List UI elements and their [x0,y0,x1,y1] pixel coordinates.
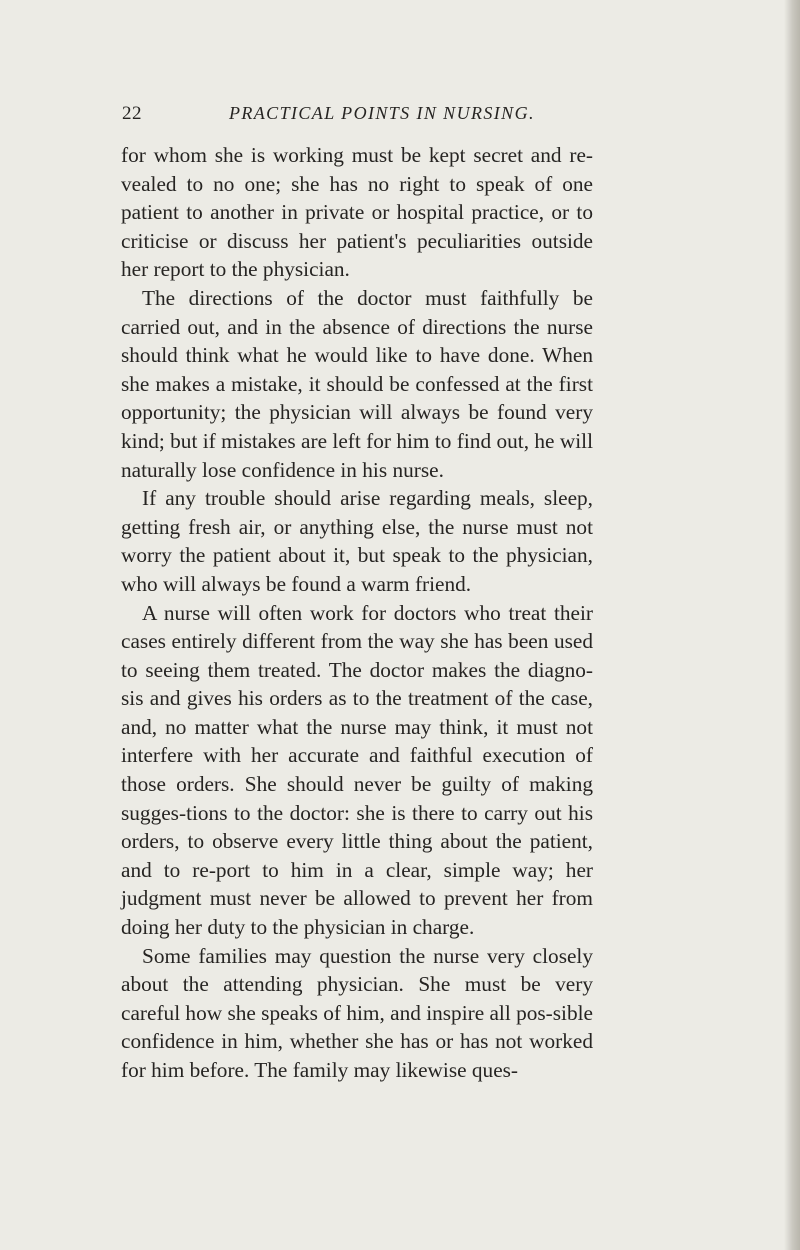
paragraph-3: If any trouble should arise regarding meals, sleep, getting fresh air, or anything else, the nurse must not worry the patient about it, but speak to the physician, who will always be found a warm friend. [121,486,593,596]
body-text [121,141,593,1085]
page-header [122,103,592,133]
running-title: PRACTICAL POINTS IN NURSING. [229,103,535,123]
paragraph-2: The directions of the doctor must faithfully be carried out, and in the absence of directions the nurse should think what he would like to have done. When she makes a mistake, it should be confessed at the first opportunity; the physician will always be found very kind; but if mistakes are left for him to find out, he will naturally lose confidence in his nurse. [121,285,593,482]
paragraph-1: for whom she is working must be kept secret and re-vealed to no one; she has no right to speak of one patient to another in private or hospital practice, or to criticise or discuss her patient's peculiarities outside her report to the physician. [121,143,593,282]
page-edge-shadow [784,0,800,1250]
paragraph-5: Some families may question the nurse very closely about the attending physician. She must be very careful how she speaks of him, and inspire all pos-sible confidence in him, whether she has or has not worked for him before. The family may likewise ques- [121,943,593,1082]
paragraph-4: A nurse will often work for doctors who treat their cases entirely different from the way she has been used to seeing them treated. The doctor makes the diagno-sis and gives his orders as to the treatment of the case, and, no matter what the nurse may think, it must not interfere with her accurate and faithful execution of those orders. She should never be guilty of making sugges-tions to the doctor: she is there to carry out his orders, to observe every little thing about the patient, and to re-port to him in a clear, simple way; her judgment must never be allowed to prevent her from doing her duty to the physician in charge. [121,600,593,940]
page-number: 22 [122,103,142,124]
